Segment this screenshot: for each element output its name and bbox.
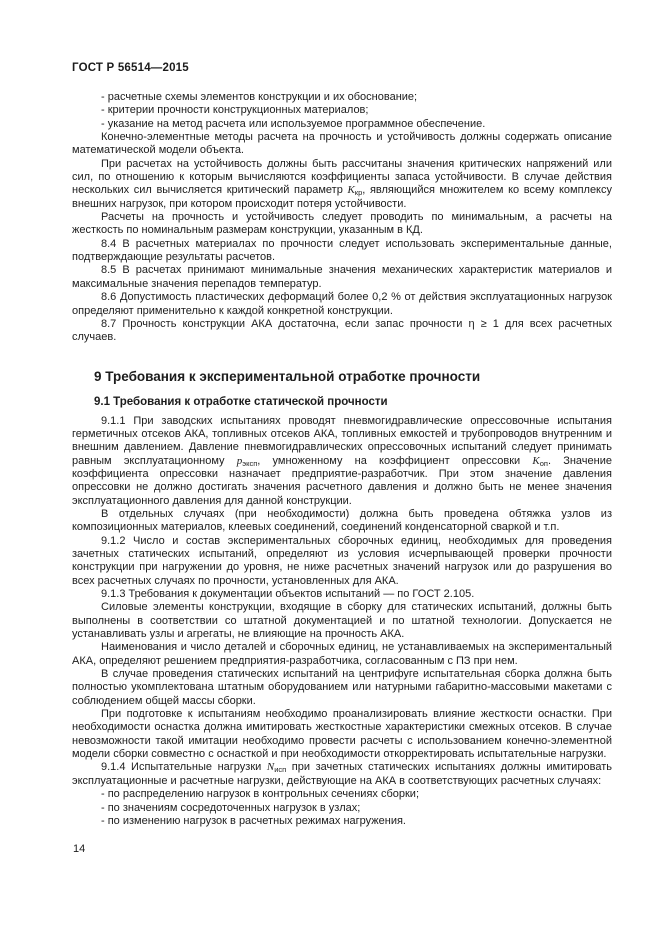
paragraph: 8.4 В расчетных материалах по прочности следует использовать экспериментальные данные, подтверждающие результаты расчетов. xyxy=(72,237,612,264)
paragraph: При расчетах на устойчивость должны быть рассчитаны значения критических напряжений или сил, по отношению к которым вычисляются коэффициенты запаса устойчивости. В случае действия нескольких сил вычисляется критический параметр $К_{кр}$, являющийся множителем ко всему комплексу внешних нагрузок, при котором происходит потеря устойчивости. xyxy=(72,157,612,210)
section-heading: 9 Требования к экспериментальной отработке прочности xyxy=(94,368,481,384)
math-variable: $N_{исп}$ xyxy=(266,761,287,775)
list-item: - по распределению нагрузок в контрольных сечениях сборки; xyxy=(101,788,420,801)
paragraph: Наименования и число деталей и сборочных единиц, не устанавливаемых на экспериментальный АКА, определяют решением предприятия-разработчика, согласованным с ПЗ при нем. xyxy=(72,641,612,667)
paragraph: При подготовке к испытаниям необходимо проанализировать влияние жесткости оснастки. При необходимости оснастка должна имитировать жесткостные характеристики смежных отсеков. В случае невозможности такой имитации необходимо провести расчеты с использованием конечно-элементной модели сборки совместно с оснасткой и при необходимости откорректировать испытательные нагрузки. xyxy=(72,708,612,761)
paragraph: В отдельных случаях (при необходимости) должна быть проведена обтяжка узлов из композиционных материалов, клеевых соединений, соединений конденсаторной сваркой и т.п. xyxy=(72,507,612,534)
list-item: - указание на метод расчета или используемое программное обеспечение. xyxy=(101,117,486,130)
paragraph: В случае проведения статических испытаний на центрифуге испытательная сборка должна быть полностью укомплектована штатным оборудованием или натурными габаритно-массовыми макетами с соблюдением общей массы сборки. xyxy=(72,668,612,707)
paragraph: 9.1.4 Испытательные нагрузки $N_{исп}$ при зачетных статических испытаниях должны имитировать эксплуатационные и расчетные нагрузки, действующие на АКА в соответствующих расчетных случаях: xyxy=(72,761,612,787)
document-paragraphs xyxy=(72,91,612,828)
paragraph: Конечно-элементные методы расчета на прочность и устойчивость должны содержать описание математической модели объекта. xyxy=(72,131,612,157)
paragraph: 8.7 Прочность конструкции АКА достаточна, если запас прочности η ≥ 1 для всех расчетных случаев. xyxy=(72,317,612,344)
paragraph: 8.5 В расчетах принимают минимальные значения механических характеристик материалов и максимальные значения перепадов температур. xyxy=(72,264,612,290)
list-item: - критерии прочности конструкционных материалов; xyxy=(101,104,369,117)
paragraph: Силовые элементы конструкции, входящие в сборку для статических испытаний, должны быть выполнены в соответствии со штатной документацией и по штатной технологии. Допускается не устанавливать узлы и агрегаты, не влияющие на прочность АКА. xyxy=(72,601,612,641)
paragraph: 9.1.3 Требования к документации объектов испытаний — по ГОСТ 2.105. xyxy=(101,588,475,600)
standard-code-header: ГОСТ Р 56514—2015 xyxy=(72,62,189,74)
paragraph: Расчеты на прочность и устойчивость следует проводить по минимальным, а расчеты на жесткость по номинальным размерам конструкции, указанным в КД. xyxy=(72,211,612,237)
paragraph: 9.1.2 Число и состав экспериментальных сборочных единиц, необходимых для проведения зачетных статических испытаний, определяют из условия исчерпывающей проверки прочности конструкции при нагружении до уровня, не ниже расчетных значений нагрузок или до разрушения во всех расчетных случаях по прочности, установленных для АКА. xyxy=(72,534,612,587)
page-number: 14 xyxy=(73,843,86,855)
list-item: - по изменению нагрузок в расчетных режимах нагружения. xyxy=(101,814,406,827)
subsection-heading: 9.1 Требования к отработке статической прочности xyxy=(94,395,388,408)
list-item: - расчетные схемы элементов конструкции и их обоснование; xyxy=(101,91,418,103)
math-variable: $p_{эксп}$ xyxy=(236,454,258,468)
list-item: - по значениям сосредоточенных нагрузок в узлах; xyxy=(101,801,361,814)
math-variable: $К_{кр}$ xyxy=(347,184,363,198)
paragraph: 8.6 Допустимость пластических деформаций более 0,2 % от действия эксплуатационных нагрузок определяют применительно к каждой конкретной конструкции. xyxy=(72,291,612,317)
math-variable: $К_{оп}$ xyxy=(532,454,548,468)
paragraph: 9.1.1 При заводских испытаниях проводят пневмогидравлические опрессовочные испытания герметичных отсеков АКА, топливных отсеков АКА, топливных емкостей и трубопроводов внутренним и внешним давлением. Давление пневмогидравлических опрессовочных испытаний следует принимать равным эксплуатационному $p_{эксп}$, умноженному на коэффициент опрессовки $К_{оп}$. Значение коэффициента опрессовки назначает предприятие-разработчик. При этом значение давления опрессовки не должно достигать значения расчетного давления и должно быть не менее значения эксплуатационного давления для данной конструкции. xyxy=(72,414,612,507)
